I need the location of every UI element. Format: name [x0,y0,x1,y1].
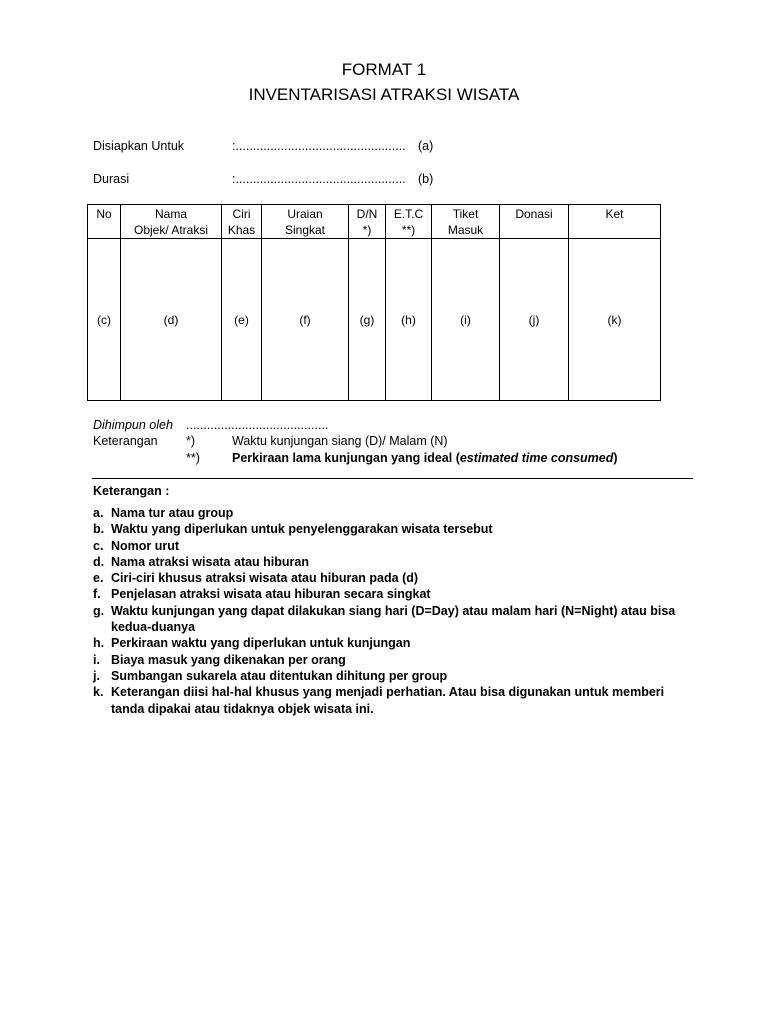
list-item: g. Waktu kunjungan yang dapat dilakukan siang hari (D=Day) atau malam hari (N=Night) atau bisa kedua-duanya [93,603,676,635]
legend-title: Keterangan : [93,484,170,498]
field-label: Disiapkan Untuk [93,139,185,153]
table-cell: (h) [386,239,432,401]
header-ciri-khas: Ciri Khas [222,205,262,239]
notes-label: Keterangan [93,434,158,448]
table-cell: (g) [349,239,386,401]
list-item: h. Perkiraan waktu yang diperlukan untuk kunjungan [93,636,411,651]
note-text: Waktu kunjungan siang (D)/ Malam (N) [232,434,448,448]
header-ket: Ket [569,205,661,239]
field-blank: :................................................. [232,139,406,153]
header-nama: Nama Objek/ Atraksi [121,205,222,239]
table-cell: (d) [121,239,222,401]
header-etc: E.T.C **) [386,205,432,239]
table-cell: (f) [262,239,349,401]
divider [92,478,693,479]
table-cell: (e) [222,239,262,401]
table-cell: (k) [569,239,661,401]
table-cell: (c) [88,239,121,401]
header-uraian: Uraian Singkat [262,205,349,239]
note-text: Perkiraan lama kunjungan yang ideal (estimated time consumed) [232,451,618,465]
table-row [88,239,661,401]
list-item: f. Penjelasan atraksi wisata atau hiburan secara singkat [93,587,431,602]
document-subtitle: INVENTARISASI ATRAKSI WISATA [248,85,520,104]
legend [93,484,696,717]
document-title: FORMAT 1 [341,60,427,79]
inventory-table [87,204,661,401]
header-tiket: Tiket Masuk [432,205,500,239]
list-item: e. Ciri-ciri khusus atraksi wisata atau hiburan pada (d) [93,571,419,586]
list-item: c. Nomor urut [93,538,180,553]
field-marker: (b) [418,172,434,186]
list-item: b. Waktu yang diperlukan untuk penyelenggarakan wisata tersebut [93,522,493,537]
field-label: Durasi [93,172,130,186]
table-cell: (j) [500,239,569,401]
note-marker: **) [186,451,200,465]
table-cell: (i) [432,239,500,401]
field-marker: (a) [418,139,434,153]
table-header-row [88,205,661,239]
list-item: d. Nama atraksi wisata atau hiburan [93,554,309,569]
header-dn: D/N *) [349,205,386,239]
compiled-by-blank: ......................................... [186,418,329,432]
note-marker: *) [186,434,196,448]
header-no: No [88,205,121,239]
list-item: i. Biaya masuk yang dikenakan per orang [93,652,346,667]
list-item: k. Keterangan diisi hal-hal khusus yang menjadi perhatian. Atau bisa digunakan untuk memberi tanda dipakai atau tidaknya objek wisata ini. [93,685,665,716]
compiled-by-label: Dihimpun oleh [93,418,173,432]
list-item: a. Nama tur atau group [93,506,234,520]
list-item: j. Sumbangan sukarela atau ditentukan dihitung per group [93,668,448,683]
legend-list [93,505,696,717]
header-donasi: Donasi [500,205,569,239]
field-blank: :................................................. [232,172,406,186]
